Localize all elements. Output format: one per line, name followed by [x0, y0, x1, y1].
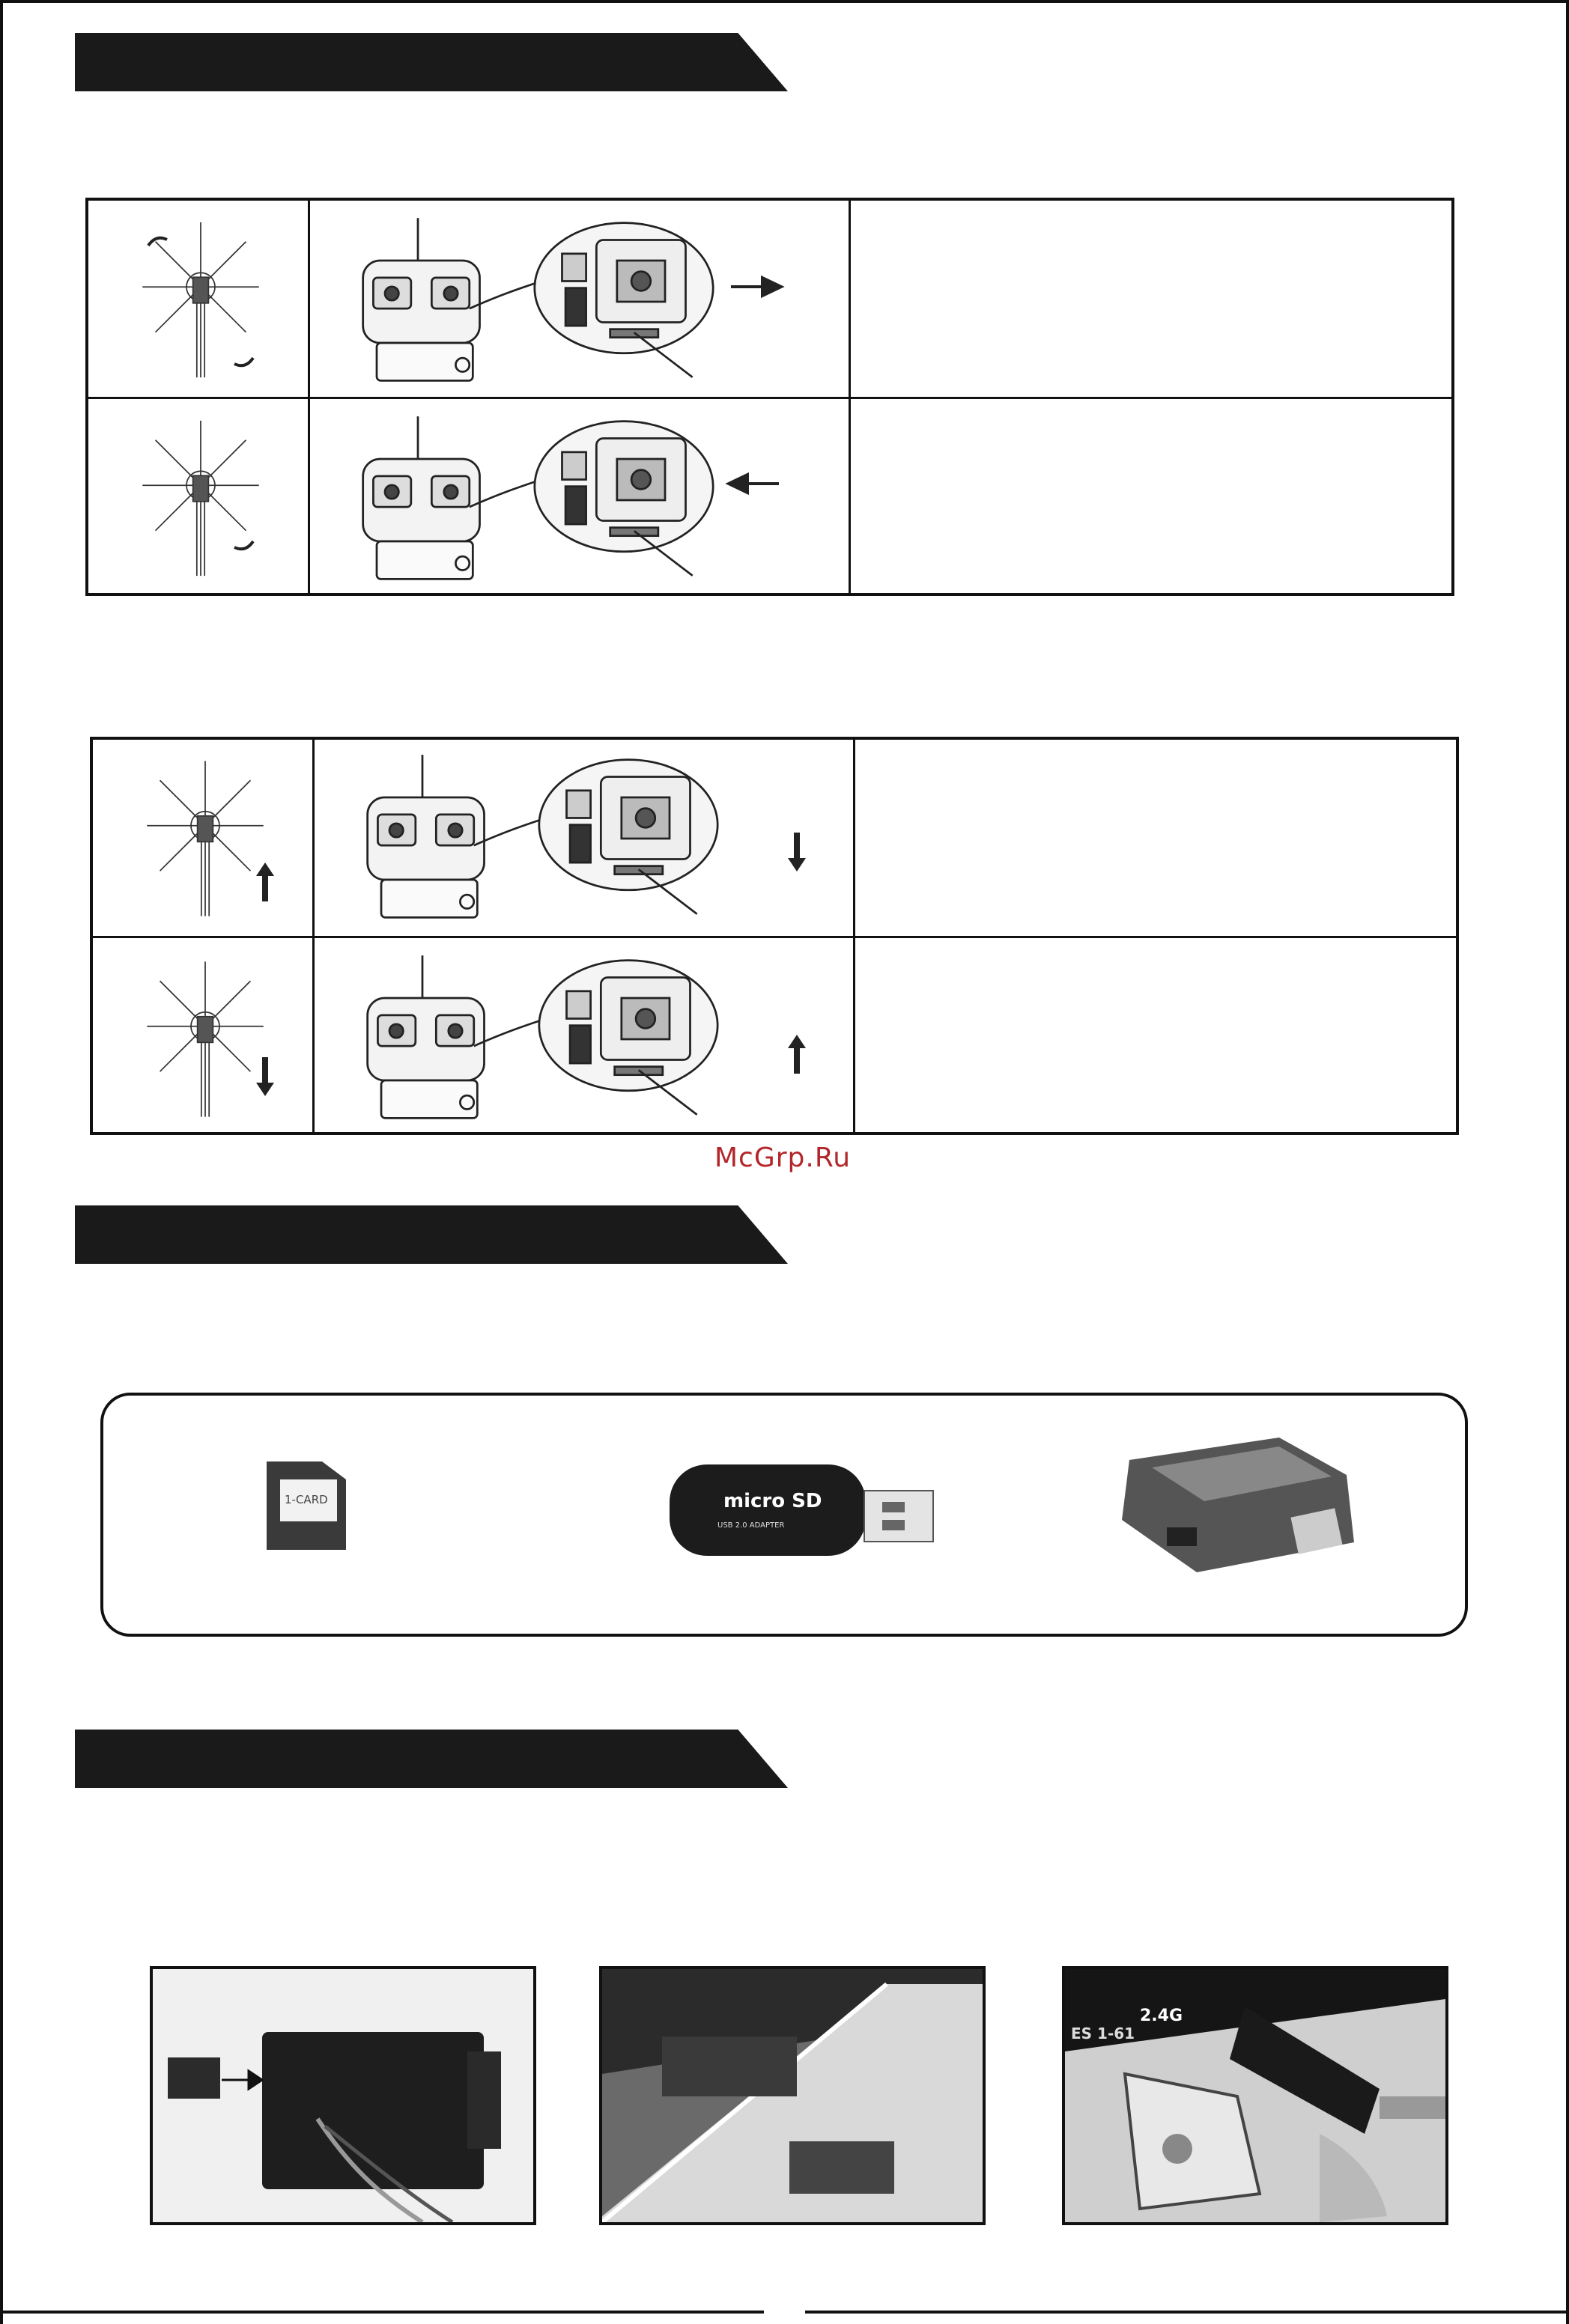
- camera-module-icon: [1107, 1430, 1362, 1580]
- heli-top-view-icon: [130, 414, 272, 582]
- row-divider: [93, 936, 1459, 938]
- heli-top-view-icon: [134, 949, 276, 1129]
- frame-top: [0, 0, 1569, 3]
- trim-arrow-up-icon: [786, 1032, 808, 1077]
- row-divider: [88, 397, 1454, 399]
- section-banner-2: [75, 1205, 788, 1264]
- section-banner-3: [75, 1730, 788, 1788]
- frame-right: [1566, 0, 1569, 2324]
- heli-arrow-down-icon: [254, 1054, 276, 1099]
- footer-gap: [764, 2306, 805, 2318]
- frame-left: [0, 0, 3, 2324]
- trim-arrow-left-icon: [725, 469, 785, 499]
- photo-mount-step: [599, 1966, 986, 2225]
- transmitter-icon: [340, 949, 834, 1129]
- accessories-panel: [100, 1393, 1468, 1637]
- transmitter-icon: [340, 749, 834, 928]
- heli-model-fragment: ES 1-61: [1071, 2025, 1135, 2042]
- card-reader-label: micro SD: [723, 1490, 822, 1512]
- trim-table-1: [85, 198, 1454, 596]
- card-reader-icon: [665, 1457, 935, 1562]
- trim-arrow-down-icon: [786, 830, 808, 874]
- section-banner-1: [75, 33, 788, 91]
- sd-card-label: 1-CARD: [285, 1493, 328, 1506]
- heli-arrow-up-icon: [254, 860, 276, 904]
- photo-insert-card: [150, 1966, 536, 2225]
- heli-badge: 2.4G: [1140, 2007, 1183, 2025]
- photo-installed: [1062, 1966, 1448, 2225]
- card-reader-sublabel: USB 2.0 ADAPTER: [717, 1521, 785, 1530]
- watermark: McGrp.Ru: [714, 1143, 852, 1173]
- trim-arrow-right-icon: [725, 272, 785, 302]
- trim-table-2: [90, 737, 1459, 1135]
- heli-top-view-icon: [130, 216, 272, 384]
- transmitter-icon: [336, 410, 830, 590]
- sd-card-icon: [262, 1457, 350, 1554]
